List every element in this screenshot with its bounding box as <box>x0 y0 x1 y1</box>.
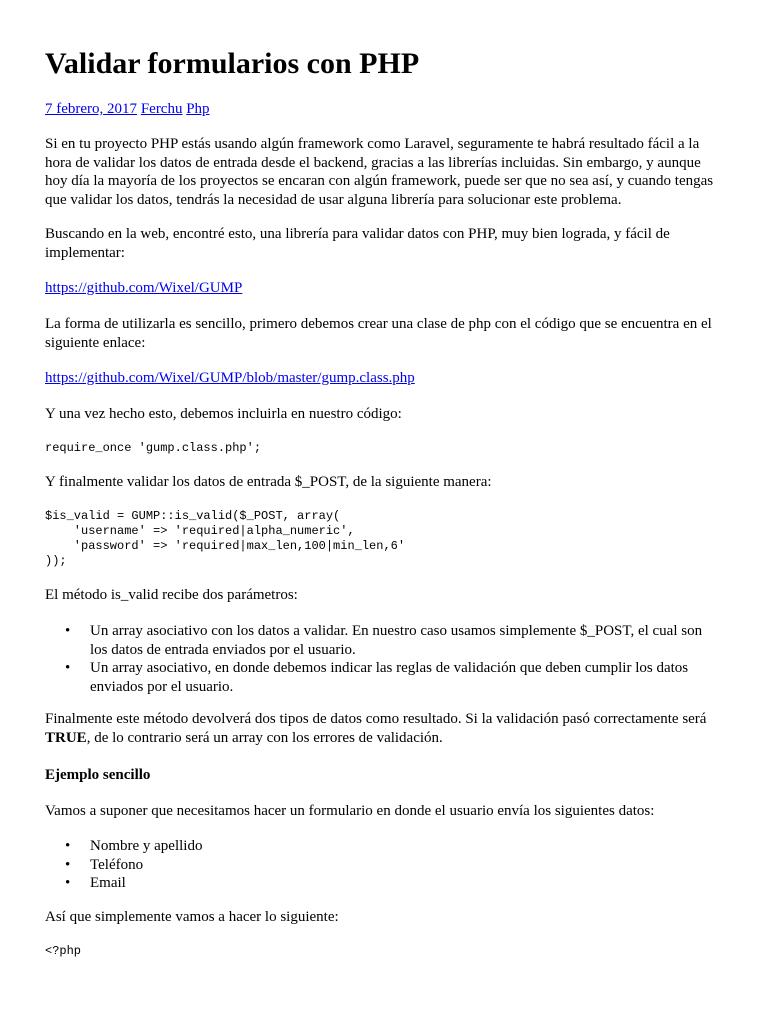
bullet-icon: • <box>65 660 71 676</box>
code-validate: $is_valid = GUMP::is_valid($_POST, array( 'username' => 'required|alpha_numeric', 'password' => 'required|max_len,100|min_len,6' )); <box>45 509 406 568</box>
article-title: Validar formularios con PHP <box>45 47 420 80</box>
text-line: implementar: <box>45 244 125 261</box>
text-line: los datos de entrada enviados por el usuario. <box>90 641 356 658</box>
text-fragment: , de lo contrario será un array con los errores de validación. <box>86 729 443 746</box>
code-require: require_once 'gump.class.php'; <box>45 441 262 455</box>
gump-repo-link[interactable]: https://github.com/Wixel/GUMP <box>45 280 243 296</box>
list-item <box>45 856 202 875</box>
list-item <box>45 837 202 856</box>
result-paragraph <box>45 710 735 747</box>
text-line: hora de validar los datos de entrada desde el backend, gracias a las librerías incluidas. Sin embargo, y aunque <box>45 154 701 171</box>
post-date-link[interactable]: 7 febrero, 2017 <box>45 101 138 117</box>
text-line: hoy día la mayoría de los proyectos se encaran con algún framework, puede ser que no sea así, y cuando tengas <box>45 173 714 189</box>
list-item-text: Teléfono <box>90 856 144 873</box>
example-heading-text: Ejemplo sencillo <box>45 767 151 783</box>
bullet-icon: • <box>65 838 71 854</box>
list-item <box>45 622 702 659</box>
gump-class-link[interactable]: https://github.com/Wixel/GUMP/blob/master/gump.class.php <box>45 370 415 386</box>
usage-paragraph <box>45 315 735 352</box>
text-line: Si en tu proyecto PHP estás usando algún framework como Laravel, seguramente te habrá resultado fácil a la <box>45 136 700 152</box>
bullet-icon: • <box>65 623 71 639</box>
validate-paragraph: Y finalmente validar los datos de entrada $_POST, de la siguiente manera: <box>45 474 492 490</box>
list-item <box>45 874 202 893</box>
params-paragraph: El método is_valid recibe dos parámetros: <box>45 587 298 603</box>
text-line: siguiente enlace: <box>45 334 146 351</box>
code-php-open: <?php <box>45 944 82 958</box>
text-line <box>45 729 735 748</box>
text-line: Finalmente este método devolverá dos tipos de datos como resultado. Si la validación pasó correctamente será <box>45 711 707 727</box>
list-item-text: Nombre y apellido <box>90 838 203 854</box>
post-author-link[interactable]: Ferchu <box>140 101 183 117</box>
intro-paragraph <box>45 135 735 209</box>
bullet-icon: • <box>65 875 71 891</box>
text-line: enviados por el usuario. <box>90 678 234 695</box>
post-category-link[interactable]: Php <box>186 101 210 117</box>
post-meta <box>45 99 210 119</box>
list-item-text: Email <box>90 875 126 891</box>
text-line: Buscando en la web, encontré esto, una librería para validar datos con PHP, muy bien lograda, y fácil de <box>45 226 670 242</box>
example-heading <box>45 766 735 785</box>
text-line: que validar los datos, tendrás la necesidad de usar alguna librería para solucionar este problema. <box>45 191 622 208</box>
text-line: La forma de utilizarla es sencillo, primero debemos crear una clase de php con el código que se encuentra en el <box>45 316 712 332</box>
fields-list <box>45 837 202 893</box>
text-line: Un array asociativo, en donde debemos indicar las reglas de validación que deben cumplir los datos <box>90 660 689 676</box>
bullet-icon: • <box>65 856 71 873</box>
list-item <box>45 659 702 696</box>
params-list <box>45 622 702 696</box>
gump-class-link-paragraph <box>45 369 735 388</box>
example-intro-paragraph: Vamos a suponer que necesitamos hacer un formulario en donde el usuario envía los siguientes datos: <box>45 803 655 819</box>
true-keyword: TRUE <box>45 729 87 746</box>
gump-link-paragraph <box>45 279 735 298</box>
include-paragraph: Y una vez hecho esto, debemos incluirla en nuestro código: <box>45 406 402 422</box>
closing-paragraph: Así que simplemente vamos a hacer lo siguiente: <box>45 909 339 925</box>
search-paragraph <box>45 225 735 262</box>
text-line: Un array asociativo con los datos a validar. En nuestro caso usamos simplemente $_POST, el cual son <box>90 623 703 639</box>
